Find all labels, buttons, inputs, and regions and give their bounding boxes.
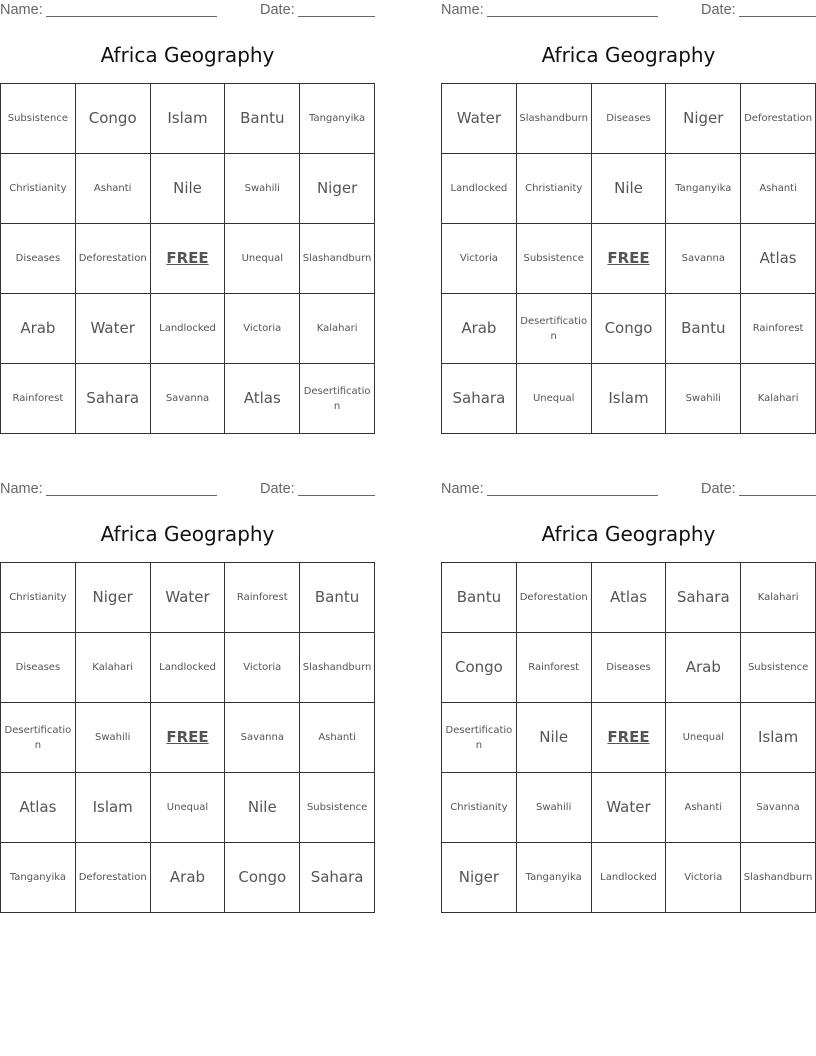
bingo-cell: Bantu: [225, 84, 300, 154]
bingo-cell: Swahili: [76, 703, 151, 773]
bingo-cell: Arab: [1, 294, 76, 364]
bingo-cell: Victoria: [666, 843, 741, 913]
bingo-cell: Landlocked: [151, 294, 226, 364]
bingo-cell: Christianity: [1, 154, 76, 224]
bingo-cell: Water: [442, 84, 517, 154]
free-space: FREE: [151, 224, 226, 294]
bingo-cell: Atlas: [741, 224, 816, 294]
bingo-cell: Diseases: [592, 633, 667, 703]
bingo-cell: Subsistence: [517, 224, 592, 294]
bingo-cell: Kalahari: [76, 633, 151, 703]
date-label: Date:: [260, 481, 295, 497]
bingo-cell: Diseases: [1, 224, 76, 294]
bingo-cell: Arab: [151, 843, 226, 913]
bingo-cell: Victoria: [225, 633, 300, 703]
bingo-cell: Slashandburn: [300, 633, 375, 703]
free-space: FREE: [592, 703, 667, 773]
bingo-cell: Unequal: [517, 364, 592, 434]
bingo-cell: Subsistence: [741, 633, 816, 703]
bingo-cell: Swahili: [225, 154, 300, 224]
bingo-card: [441, 0, 816, 430]
bingo-cell: Sahara: [300, 843, 375, 913]
bingo-cell: Deforestation: [741, 84, 816, 154]
bingo-cell: Tanganyika: [300, 84, 375, 154]
bingo-cell: Nile: [592, 154, 667, 224]
bingo-cell: Sahara: [442, 364, 517, 434]
bingo-cell: Niger: [76, 563, 151, 633]
bingo-cell: Water: [592, 773, 667, 843]
bingo-cell: Ashanti: [300, 703, 375, 773]
bingo-cell: Niger: [300, 154, 375, 224]
bingo-cell: Congo: [442, 633, 517, 703]
bingo-cell: Savanna: [741, 773, 816, 843]
date-label: Date:: [701, 2, 736, 18]
date-blank: [739, 16, 816, 17]
bingo-cell: Ashanti: [76, 154, 151, 224]
bingo-cell: Unequal: [225, 224, 300, 294]
name-blank: [46, 495, 217, 496]
bingo-cell: Christianity: [1, 563, 76, 633]
bingo-cell: Deforestation: [517, 563, 592, 633]
bingo-cell: Islam: [741, 703, 816, 773]
bingo-cell: Nile: [225, 773, 300, 843]
bingo-cell: Desertification: [300, 364, 375, 434]
date-blank: [298, 16, 375, 17]
bingo-cell: Desertification: [1, 703, 76, 773]
bingo-cell: Congo: [76, 84, 151, 154]
card-title: Africa Geography: [100, 522, 275, 546]
bingo-cell: Deforestation: [76, 224, 151, 294]
bingo-cell: Slashandburn: [741, 843, 816, 913]
bingo-cell: Water: [151, 563, 226, 633]
bingo-cell: Congo: [225, 843, 300, 913]
bingo-cell: Atlas: [1, 773, 76, 843]
bingo-cell: Desertification: [517, 294, 592, 364]
bingo-cell: Diseases: [592, 84, 667, 154]
name-blank: [487, 495, 658, 496]
bingo-cell: Bantu: [442, 563, 517, 633]
bingo-cell: Rainforest: [225, 563, 300, 633]
bingo-cell: Christianity: [517, 154, 592, 224]
bingo-cell: Kalahari: [741, 563, 816, 633]
bingo-cell: Ashanti: [666, 773, 741, 843]
bingo-cell: Arab: [442, 294, 517, 364]
bingo-cell: Victoria: [225, 294, 300, 364]
bingo-cell: Rainforest: [517, 633, 592, 703]
bingo-cell: Savanna: [225, 703, 300, 773]
card-header: [441, 481, 816, 499]
name-label: Name:: [441, 2, 484, 18]
bingo-cell: Swahili: [517, 773, 592, 843]
bingo-cell: Rainforest: [1, 364, 76, 434]
bingo-grid: [0, 83, 375, 434]
bingo-cell: Islam: [151, 84, 226, 154]
bingo-cell: Niger: [666, 84, 741, 154]
bingo-cell: Unequal: [151, 773, 226, 843]
bingo-cell: Atlas: [225, 364, 300, 434]
bingo-cell: Desertification: [442, 703, 517, 773]
date-label: Date:: [701, 481, 736, 497]
bingo-cell: Niger: [442, 843, 517, 913]
bingo-cell: Rainforest: [741, 294, 816, 364]
free-space: FREE: [592, 224, 667, 294]
bingo-cell: Subsistence: [300, 773, 375, 843]
bingo-card: [0, 0, 375, 430]
bingo-cell: Water: [76, 294, 151, 364]
bingo-cell: Christianity: [442, 773, 517, 843]
card-header: [0, 481, 375, 499]
name-label: Name:: [0, 2, 43, 18]
bingo-cell: Subsistence: [1, 84, 76, 154]
bingo-cell: Landlocked: [592, 843, 667, 913]
bingo-cell: Nile: [151, 154, 226, 224]
bingo-cell: Diseases: [1, 633, 76, 703]
bingo-cell: Tanganyika: [1, 843, 76, 913]
name-blank: [46, 16, 217, 17]
name-label: Name:: [441, 481, 484, 497]
bingo-cell: Deforestation: [76, 843, 151, 913]
bingo-cell: Kalahari: [300, 294, 375, 364]
card-title: Africa Geography: [541, 522, 716, 546]
bingo-cell: Ashanti: [741, 154, 816, 224]
bingo-cell: Congo: [592, 294, 667, 364]
name-blank: [487, 16, 658, 17]
bingo-grid: [441, 83, 816, 434]
name-label: Name:: [0, 481, 43, 497]
bingo-cell: Sahara: [666, 563, 741, 633]
bingo-cell: Bantu: [666, 294, 741, 364]
card-header: [441, 2, 816, 20]
card-header: [0, 2, 375, 20]
bingo-card: [441, 479, 816, 909]
card-title: Africa Geography: [100, 43, 275, 67]
card-title: Africa Geography: [541, 43, 716, 67]
bingo-cell: Savanna: [666, 224, 741, 294]
date-blank: [739, 495, 816, 496]
bingo-grid: [441, 562, 816, 913]
bingo-cell: Tanganyika: [517, 843, 592, 913]
bingo-grid: [0, 562, 375, 913]
bingo-cell: Landlocked: [442, 154, 517, 224]
bingo-cell: Slashandburn: [517, 84, 592, 154]
bingo-cell: Tanganyika: [666, 154, 741, 224]
free-space: FREE: [151, 703, 226, 773]
bingo-card: [0, 479, 375, 909]
bingo-cell: Savanna: [151, 364, 226, 434]
bingo-cell: Bantu: [300, 563, 375, 633]
bingo-cell: Arab: [666, 633, 741, 703]
bingo-cell: Swahili: [666, 364, 741, 434]
bingo-cell: Atlas: [592, 563, 667, 633]
bingo-cell: Islam: [76, 773, 151, 843]
bingo-cell: Kalahari: [741, 364, 816, 434]
bingo-cell: Slashandburn: [300, 224, 375, 294]
date-blank: [298, 495, 375, 496]
bingo-cell: Unequal: [666, 703, 741, 773]
bingo-cell: Victoria: [442, 224, 517, 294]
bingo-cell: Nile: [517, 703, 592, 773]
bingo-cell: Islam: [592, 364, 667, 434]
bingo-cell: Sahara: [76, 364, 151, 434]
bingo-cell: Landlocked: [151, 633, 226, 703]
date-label: Date:: [260, 2, 295, 18]
